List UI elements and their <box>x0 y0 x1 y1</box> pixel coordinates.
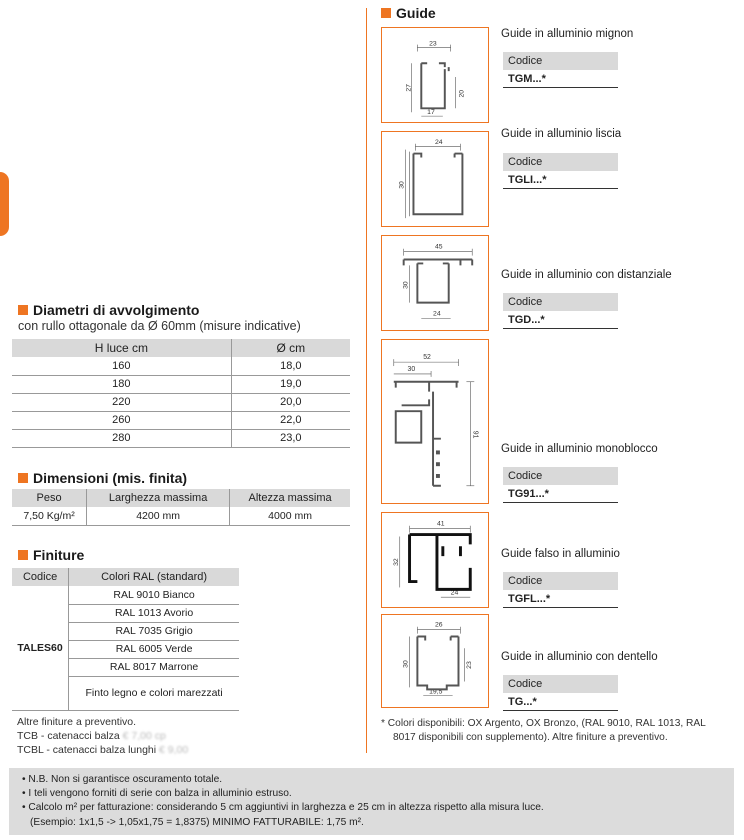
table-cell: 4200 mm <box>87 507 230 525</box>
finiture-notes <box>17 715 188 757</box>
svg-text:26: 26 <box>435 621 443 629</box>
svg-text:23: 23 <box>466 661 474 669</box>
guide-profile-drawing <box>381 235 489 331</box>
guide-monoblocco-icon <box>382 340 488 503</box>
svg-text:23: 23 <box>429 40 437 48</box>
svg-text:17: 17 <box>427 109 435 117</box>
svg-text:27: 27 <box>405 84 413 92</box>
guide-name: Guide in alluminio con dentello <box>501 651 658 663</box>
column-header: Ø cm <box>231 339 350 357</box>
guide-profile-drawing <box>381 512 489 608</box>
guide-code: TGLI...* <box>503 171 618 189</box>
column-header: Colori RAL (standard) <box>69 568 239 586</box>
table-cell: 19,0 <box>231 375 350 393</box>
svg-text:52: 52 <box>423 354 431 362</box>
table-header-row <box>12 489 350 507</box>
bullet-square-icon <box>18 550 28 560</box>
svg-text:30: 30 <box>402 281 410 289</box>
svg-text:32: 32 <box>392 558 400 566</box>
table-row <box>12 357 350 375</box>
table-cell: Finto legno e colori marezzati <box>69 676 239 710</box>
table-cell: 20,0 <box>231 393 350 411</box>
table-cell: 22,0 <box>231 411 350 429</box>
code-header: Codice <box>503 293 618 311</box>
guide-name: Guide in alluminio con distanziale <box>501 269 672 281</box>
table-cell: 18,0 <box>231 357 350 375</box>
guide-profile-drawing <box>381 131 489 227</box>
side-chapter-tab <box>0 172 9 236</box>
finiture-title: Finiture <box>18 547 84 563</box>
table-cell: 220 <box>12 393 231 411</box>
code-header: Codice <box>503 467 618 485</box>
svg-text:30: 30 <box>402 660 410 668</box>
guide-mignon-icon <box>382 28 488 122</box>
finiture-note: TCB - catenacci balza € 7,00 cp <box>17 730 166 742</box>
note-line: • Calcolo m² per fatturazione: considerando 5 cm aggiuntivi in larghezza e 25 cm in altezza rispetto alla misura luce. <box>22 801 734 815</box>
guide-dentello-icon <box>382 615 488 707</box>
table-row <box>12 507 350 525</box>
table-row <box>12 586 239 604</box>
code-header: Codice <box>503 153 618 171</box>
code-header: Codice <box>503 52 618 70</box>
table-cell: 23,0 <box>231 429 350 447</box>
column-header: Peso <box>12 489 87 507</box>
guide-name: Guide in alluminio mignon <box>501 28 634 40</box>
diametri-table <box>12 339 350 448</box>
svg-text:91: 91 <box>471 430 479 439</box>
svg-text:30: 30 <box>407 365 416 373</box>
finiture-table <box>12 568 239 711</box>
svg-text:19,5: 19,5 <box>429 688 443 696</box>
table-cell: 260 <box>12 411 231 429</box>
diametri-title: Diametri di avvolgimento <box>18 302 199 318</box>
table-cell: RAL 8017 Marrone <box>69 658 239 676</box>
guide-name: Guide in alluminio liscia <box>501 128 622 140</box>
bullet-square-icon <box>18 473 28 483</box>
finiture-note: TCBL - catenacci balza lunghi € 9,00 <box>17 744 189 756</box>
table-cell: 280 <box>12 429 231 447</box>
bullet-square-icon <box>18 305 28 315</box>
svg-text:24: 24 <box>435 138 443 146</box>
guide-title: Guide <box>381 5 436 21</box>
table-header-row <box>12 339 350 357</box>
guide-profile-drawing <box>381 27 489 123</box>
column-divider <box>366 8 367 753</box>
finiture-note: Altre finiture a preventivo. <box>17 716 137 728</box>
table-cell: RAL 6005 Verde <box>69 640 239 658</box>
table-row <box>12 393 350 411</box>
bottom-notes-box <box>9 768 734 835</box>
svg-text:41: 41 <box>436 520 445 528</box>
product-code: TALES60 <box>12 586 69 710</box>
dimensioni-table <box>12 489 350 526</box>
table-cell: RAL 7035 Grigio <box>69 622 239 640</box>
diametri-subtitle: con rullo ottagonale da Ø 60mm (misure indicative) <box>18 319 301 333</box>
column-header: Codice <box>12 568 69 586</box>
table-cell: 4000 mm <box>230 507 350 525</box>
table-cell: 160 <box>12 357 231 375</box>
guide-code: TGFL...* <box>503 590 618 608</box>
dimensioni-title: Dimensioni (mis. finita) <box>18 470 187 486</box>
note-line: (Esempio: 1x1,5 -> 1,05x1,75 = 1,8375) MINIMO FATTURABILE: 1,75 m². <box>30 816 364 828</box>
svg-text:24: 24 <box>450 589 459 597</box>
note-line: • I teli vengono forniti di serie con balza in alluminio estruso. <box>22 787 734 801</box>
guide-distanziale-icon <box>382 236 488 330</box>
code-header: Codice <box>503 572 618 590</box>
guide-falso-icon <box>382 513 488 607</box>
table-row <box>12 411 350 429</box>
table-cell: RAL 9010 Bianco <box>69 586 239 604</box>
guide-name: Guide falso in alluminio <box>501 548 620 560</box>
guide-code: TG91...* <box>503 485 618 503</box>
table-cell: 7,50 Kg/m² <box>12 507 87 525</box>
guide-profile-drawing <box>381 339 489 504</box>
column-header: H luce cm <box>12 339 231 357</box>
svg-text:30: 30 <box>398 181 406 189</box>
column-header: Larghezza massima <box>87 489 230 507</box>
svg-text:20: 20 <box>458 89 466 98</box>
guide-code: TGD...* <box>503 311 618 329</box>
guide-code: TG...* <box>503 693 618 711</box>
bullet-square-icon <box>381 8 391 18</box>
table-row <box>12 429 350 447</box>
code-header: Codice <box>503 675 618 693</box>
table-row <box>12 375 350 393</box>
table-cell: RAL 1013 Avorio <box>69 604 239 622</box>
svg-text:24: 24 <box>433 310 441 318</box>
guide-liscia-icon <box>382 132 488 226</box>
table-header-row <box>12 568 239 586</box>
svg-text:45: 45 <box>435 243 443 251</box>
column-header: Altezza massima <box>230 489 350 507</box>
guide-code: TGM...* <box>503 70 618 88</box>
guide-colors-note: * Colori disponibili: OX Argento, OX Bronzo, (RAL 9010, RAL 1013, RAL 8017 disponibili con supplemento). Altre finiture a preventivo. <box>381 718 706 743</box>
table-cell: 180 <box>12 375 231 393</box>
guide-profile-drawing <box>381 614 489 708</box>
guide-name: Guide in alluminio monoblocco <box>501 443 658 455</box>
note-line: • N.B. Non si garantisce oscuramento totale. <box>22 773 734 787</box>
